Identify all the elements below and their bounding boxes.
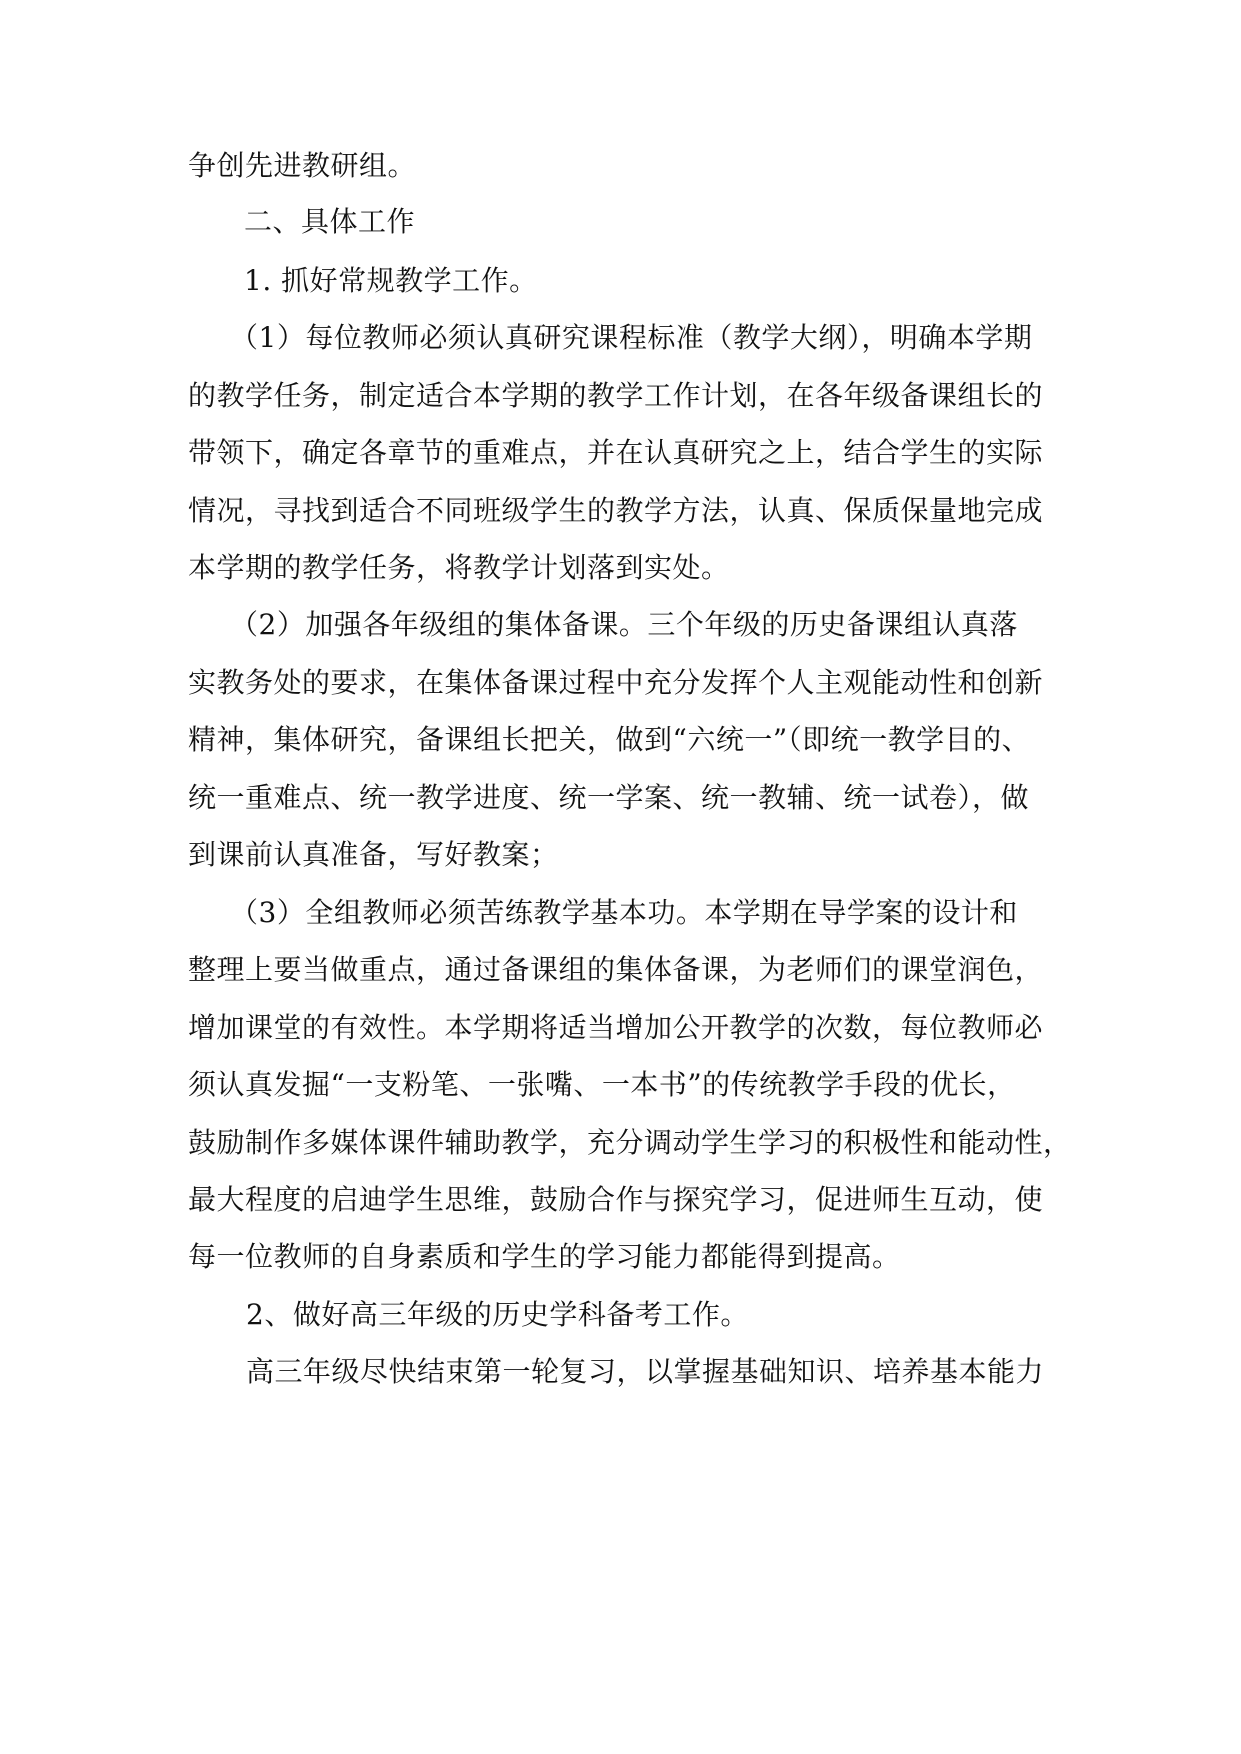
paragraph-line: 的教学任务，制定适合本学期的教学工作计划，在各年级备课组长的 [188, 379, 1044, 412]
paragraph-line: 精神，集体研究，备课组长把关，做到“六统一”（即统一教学目的、 [188, 723, 1031, 756]
paragraph-line: 本学期的教学任务，将教学计划落到实处。 [188, 551, 730, 584]
section-heading: 二、具体工作 [244, 205, 416, 238]
paragraph-line: （2）加强各年级组的集体备课。三个年级的历史备课组认真落 [230, 608, 1018, 641]
paragraph-line: 每一位教师的自身素质和学生的学习能力都能得到提高。 [188, 1240, 901, 1273]
paragraph-line: 统一重难点、统一教学进度、统一学案、统一教辅、统一试卷），做 [188, 781, 1030, 814]
paragraph-line: （1）每位教师必须认真研究课程标准（教学大纲），明确本学期 [230, 321, 1033, 354]
paragraph-line: 最大程度的启迪学生思维，鼓励合作与探究学习，促进师生互动，使 [188, 1183, 1044, 1216]
paragraph-line: 实教务处的要求，在集体备课过程中充分发挥个人主观能动性和创新 [188, 666, 1044, 699]
paragraph-line: （3）全组教师必须苦练教学基本功。本学期在导学案的设计和 [230, 896, 1018, 929]
paragraph-line: 须认真发掘“一支粉笔、一张嘴、一本书”的传统教学手段的优长， [188, 1068, 1016, 1101]
subsection-heading: 1. 抓好常规教学工作。 [244, 264, 538, 297]
paragraph-line: 高三年级尽快结束第一轮复习，以掌握基础知识、培养基本能力 [246, 1355, 1045, 1388]
paragraph-line: 增加课堂的有效性。本学期将适当增加公开教学的次数，每位教师必 [188, 1011, 1044, 1044]
paragraph-line: 整理上要当做重点，通过备课组的集体备课，为老师们的课堂润色， [188, 953, 1044, 986]
paragraph-line: 争创先进教研组。 [188, 149, 417, 182]
subsection-heading: 2、做好高三年级的历史学科备考工作。 [246, 1298, 749, 1331]
paragraph-line: 带领下，确定各章节的重难点，并在认真研究之上，结合学生的实际 [188, 436, 1044, 469]
paragraph-line: 鼓励制作多媒体课件辅助教学，充分调动学生学习的积极性和能动性， [188, 1126, 1072, 1159]
paragraph-line: 到课前认真准备，写好教案； [188, 838, 559, 871]
paragraph-line: 情况，寻找到适合不同班级学生的教学方法，认真、保质保量地完成 [188, 494, 1044, 527]
